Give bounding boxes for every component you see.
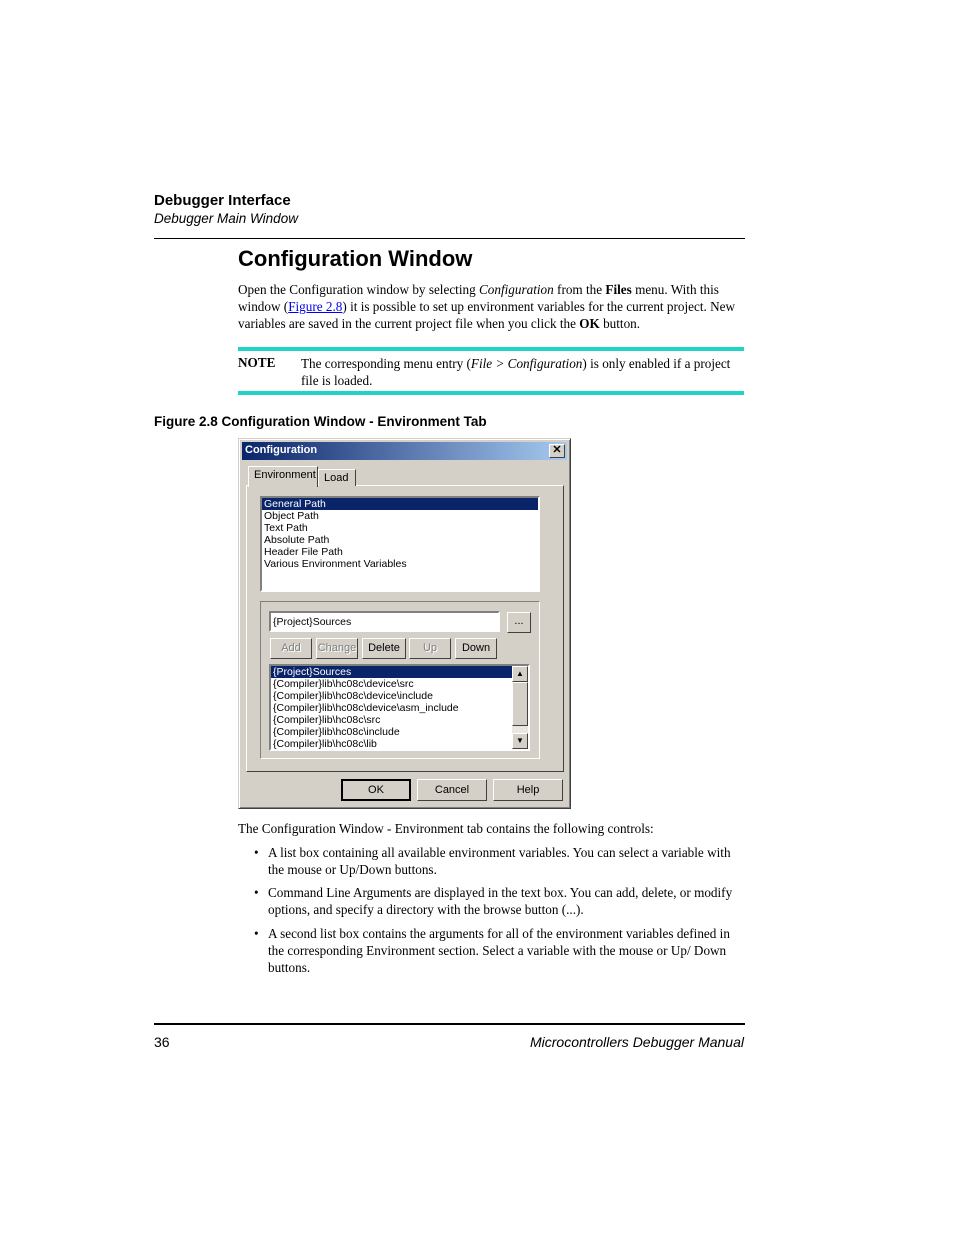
help-button[interactable]: Help [493,779,563,801]
bullet-icon: • [254,885,259,900]
change-button[interactable]: Change [316,638,358,659]
section-title: Configuration Window [238,246,473,271]
dialog-titlebar[interactable] [242,442,567,460]
figure-caption: Figure 2.8 Configuration Window - Environment Tab [154,414,487,429]
delete-button[interactable]: Delete [362,638,406,659]
list-item[interactable]: {Compiler}lib\hc08c\device\include [273,690,433,702]
list-item[interactable]: {Compiler}lib\hc08c\device\asm_include [273,702,459,714]
bullet-text: A second list box contains the arguments for all of the environment variables defined in the corresponding Environment section. Select a variable with the mouse or Up/ Down buttons. [268,926,730,975]
list-item[interactable]: {Project}Sources [271,666,512,678]
close-icon: ✕ [552,444,562,456]
note-label: NOTE [238,355,276,370]
bullet-text: A list box containing all available environment variables. You can select a variable with the mouse or Up/Down buttons. [268,845,731,877]
note-text: The corresponding menu entry (File > Configuration) is only enabled if a project file is loaded. [301,356,731,388]
close-button[interactable] [549,444,565,458]
list-item[interactable]: Object Path [264,510,319,522]
list-item[interactable]: {Compiler}lib\hc08c\device\src [273,678,414,690]
command-line-input[interactable]: {Project}Sources [269,611,500,632]
up-button[interactable]: Up [409,638,451,659]
dialog-title: Configuration [245,444,318,456]
bullet-icon: • [254,845,259,860]
figure-link[interactable]: Figure 2.8 [288,299,343,314]
browse-button[interactable]: ... [507,612,531,633]
list-item[interactable]: General Path [262,498,538,510]
environment-variable-list[interactable] [260,496,540,592]
configuration-dialog [238,438,571,809]
cancel-button[interactable]: Cancel [417,779,487,801]
running-header-subtitle: Debugger Main Window [154,211,298,226]
header-rule [154,238,745,239]
ok-button[interactable]: OK [341,779,411,801]
scroll-down-icon[interactable]: ▼ [512,733,528,749]
tab-environment[interactable]: Environment [248,466,318,487]
list-item[interactable]: Header File Path [264,546,343,558]
bullet-icon: • [254,926,259,941]
controls-intro: The Configuration Window - Environment tab contains the following controls: [238,821,654,836]
list-item[interactable]: Various Environment Variables [264,558,407,570]
note-box [238,347,744,395]
footer-rule [154,1023,745,1025]
list-item[interactable]: Text Path [264,522,308,534]
list-item[interactable]: {Compiler}lib\hc08c\src [273,714,381,726]
intro-paragraph: Open the Configuration window by selecting Configuration from the Files menu. With this window (Figure 2.8) it is possible to set up environment variables for the current project. New variables are saved in the current project file when you click the OK button. [238,282,735,331]
manual-title: Microcontrollers Debugger Manual [530,1034,744,1050]
list-item[interactable]: {Compiler}lib\hc08c\lib [273,738,377,749]
bullet-text: Command Line Arguments are displayed in the text box. You can add, delete, or modify options, and specify a directory with the browse button (...). [268,885,733,917]
argument-list[interactable] [269,664,530,751]
running-header-title: Debugger Interface [154,192,291,209]
add-button[interactable]: Add [270,638,312,659]
down-button[interactable]: Down [455,638,497,659]
vertical-scrollbar[interactable] [512,666,528,749]
page-number: 36 [154,1034,170,1050]
scrollbar-thumb[interactable] [512,682,528,726]
tab-load[interactable]: Load [318,469,356,486]
scroll-up-icon[interactable]: ▲ [512,666,528,682]
list-item[interactable]: {Compiler}lib\hc08c\include [273,726,400,738]
list-item[interactable]: Absolute Path [264,534,330,546]
